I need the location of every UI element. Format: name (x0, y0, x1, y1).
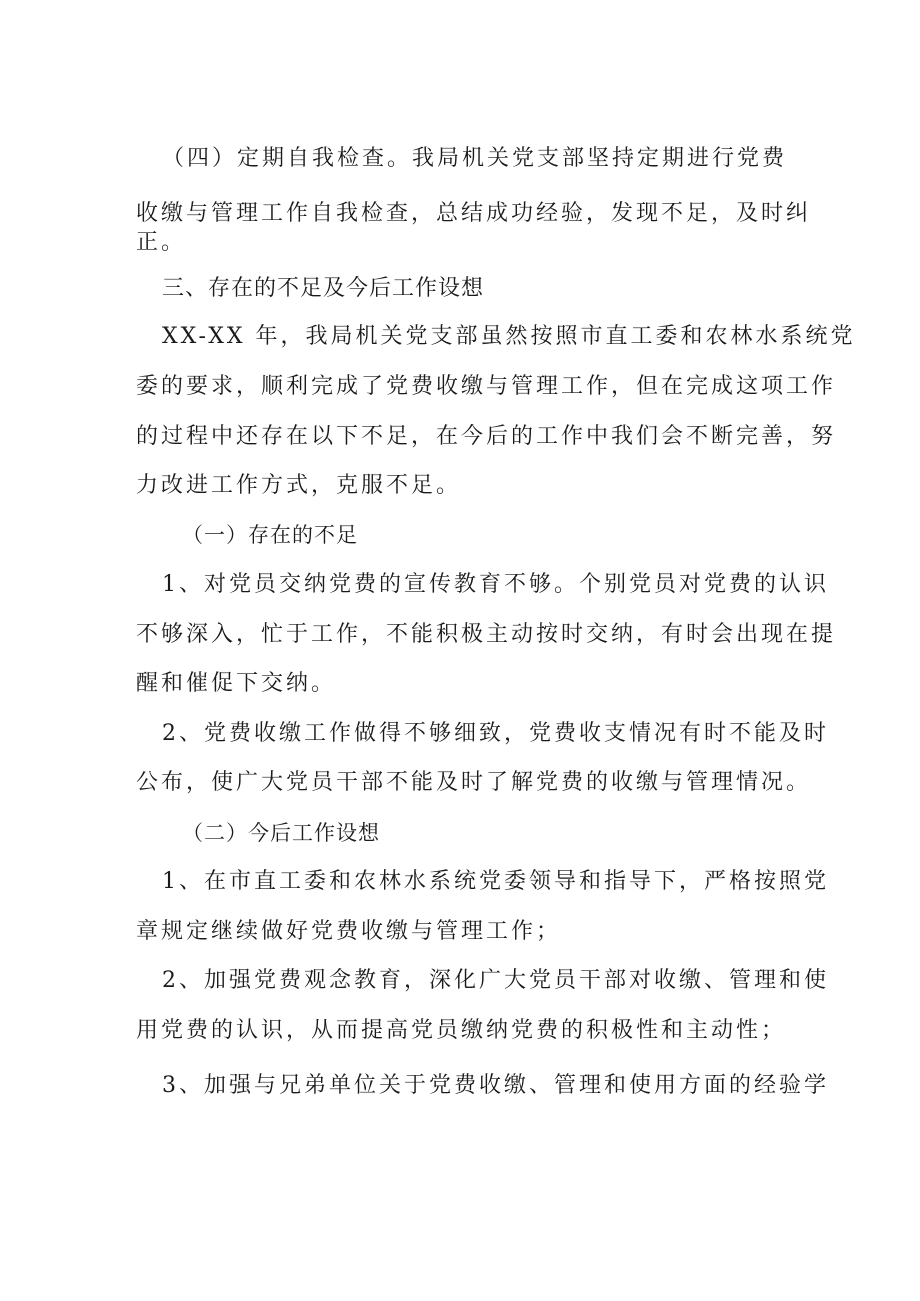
item-2-line-2: 公布，使广大党员干部不能及时了解党费的收缴与管理情况。 (136, 770, 812, 795)
intro-line-1: XX-XX 年，我局机关党支部虽然按照市直工委和农林水系统党 (162, 324, 856, 349)
para-4-line-2: 收缴与管理工作自我检查，总结成功经验，发现不足，及时纠 (136, 201, 812, 226)
section-3-title: 三、存在的不足及今后工作设想 (162, 276, 485, 301)
item-2-line-1: 2、党费收缴工作做得不够细致，党费收支情况有时不能及时 (162, 721, 829, 746)
plan-2-line-1: 2、加强党费观念教育，深化广大党员干部对收缴、管理和使 (162, 968, 829, 993)
plan-1-line-1: 1、在市直工委和农林水系统党委领导和指导下，严格按照党 (162, 869, 829, 894)
item-1-line-1: 1、对党员交纳党费的宣传教育不够。个别党员对党费的认识 (162, 572, 829, 597)
item-1-line-3: 醒和催促下交纳。 (136, 671, 337, 696)
para-4-line-1: （四）定期自我检查。我局机关党支部坚持定期进行党费 (162, 146, 788, 171)
sub-1-title: （一）存在的不足 (182, 523, 358, 547)
intro-line-4: 力改进工作方式，克服不足。 (136, 473, 462, 498)
plan-2-line-2: 用党费的认识，从而提高党员缴纳党费的积极性和主动性； (136, 1018, 787, 1043)
intro-line-3: 的过程中还存在以下不足，在今后的工作中我们会不断完善，努 (136, 424, 837, 449)
item-1-line-2: 不够深入，忙于工作，不能积极主动按时交纳，有时会出现在提 (136, 622, 837, 647)
plan-3-line-1: 3、加强与兄弟单位关于党费收缴、管理和使用方面的经验学 (162, 1073, 829, 1098)
sub-2-title: （二）今后工作设想 (182, 821, 380, 845)
intro-line-2: 委的要求，顺利完成了党费收缴与管理工作，但在完成这项工作 (136, 374, 837, 399)
para-4-line-3: 正。 (136, 230, 187, 255)
plan-1-line-2: 章规定继续做好党费收缴与管理工作； (136, 919, 562, 944)
